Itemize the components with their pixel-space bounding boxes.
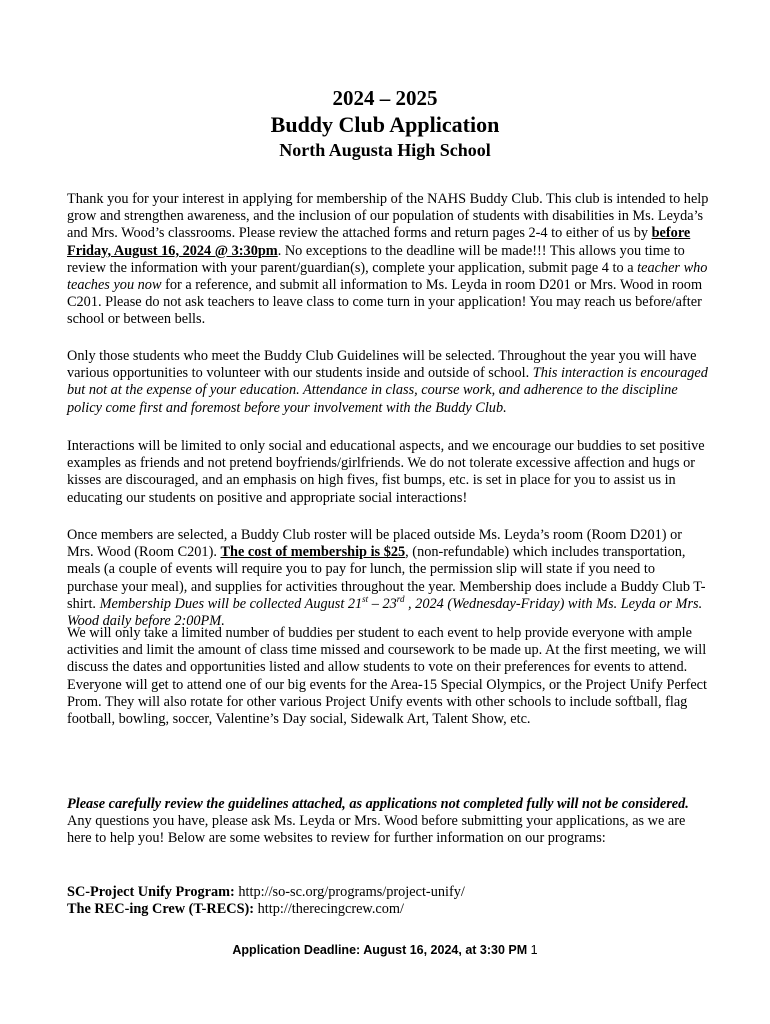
interactions-paragraph: Interactions will be limited to only social and educational aspects, and we encourage our buddies to set positive examples as friends and not pretend boyfriends/girlfriends. We do not tolerate excessive affection and hugs or kisses are discouraged, and an emphasis on high fives, fist bumps, etc. is set in place for you to assist us in educating our students on positive and appropriate social interactions! <box>67 438 705 506</box>
school-year-heading: 2024 – 2025 <box>332 86 438 110</box>
dues-text-3: , 2024 (Wednesday-Friday) with Ms. Leyda or Mrs. Wood daily before 2:00PM. <box>67 595 703 630</box>
guidelines-paragraph <box>67 348 709 417</box>
events-paragraph: We will only take a limited number of buddies per student to each event to help provide everyone with ample activities and limit the amount of class time missed and coursework to be made up. At the first meeting, we will discuss the dates and opportunities listed and allow students to vote on their preferences for events to attend. Everyone will get to attend one of our big events for the Area-15 Special Olympics, or the Project Unify Perfect Prom. They will also rotate for other various Project Unify events with other schools to include softball, flag football, bowling, soccer, Valentine’s Day social, Sidewalk Art, Talent Show, etc. <box>67 625 707 728</box>
guidelines-italic-text: This interaction is encouraged but not at the expense of your education. Attendance in class, course work, and adherence to the discipline policy come first and foremost before your involvement with the Buddy Club. <box>67 365 708 416</box>
review-paragraph <box>67 796 709 848</box>
page-number: 1 <box>527 943 538 957</box>
rec-ing-crew-label: The REC-ing Crew (T-RECS): <box>67 901 255 918</box>
links-section <box>67 884 709 918</box>
intro-text-b: . No exceptions to the deadline will be made!!! This allows you time to review the information with your parent/guardian(s), complete your application, submit page 4 to a <box>67 242 685 276</box>
rec-ing-crew-link[interactable]: http://therecingcrew.com/ <box>254 901 404 918</box>
membership-text-b: , (non-refundable) which includes transportation, meals (a couple of events will require you to pay for lunch, the permission slip will state if you need to purchase your meal), and supplies for activities throughout the year. Membership does include a Buddy Club T-shirt. <box>67 544 706 612</box>
sc-project-unify-label: SC-Project Unify Program: <box>67 884 235 900</box>
membership-cost-text: The cost of membership is $25 <box>220 544 406 561</box>
intro-text-c: for a reference, and submit all information to Ms. Leyda in room D201 or Mrs. Wood in room C201. Please do not ask teachers to leave class to come turn in your application! You may reach us before/after school or between bells. <box>67 277 703 328</box>
page-footer <box>0 943 770 957</box>
dues-sup-2: rd <box>396 594 405 605</box>
dues-text-1: Membership Dues will be collected August 21 <box>99 595 363 612</box>
review-text: Any questions you have, please ask Ms. Leyda or Mrs. Wood before submitting your applications, as we are here to help you! Below are some websites to review for further information on our programs: <box>67 813 686 847</box>
sc-project-unify-link[interactable]: http://so-sc.org/programs/project-unify/ <box>234 884 465 900</box>
footer-deadline: Application Deadline: August 16, 2024, at 3:30 PM <box>232 943 528 957</box>
guidelines-text: Only those students who meet the Buddy Club Guidelines will be selected. Throughout the year you will have various opportunities to volunteer with our students inside and outside of school. <box>67 348 697 382</box>
deadline-text: before Friday, August 16, 2024 @ 3:30pm <box>67 225 691 259</box>
intro-text-a: Thank you for your interest in applying for membership of the NAHS Buddy Club. This club is intended to help grow and strengthen awareness, and the inclusion of our population of students with disabilities in Ms. Leyda’s and Mrs. Wood’s classrooms. Please review the attached forms and return pages 2-4 to either of us by <box>67 191 709 242</box>
dues-sup-1: st <box>362 594 369 605</box>
teacher-reference-text: teacher who teaches you now <box>67 259 708 294</box>
page-title: Buddy Club Application <box>270 112 500 137</box>
review-warning-text: Please carefully review the guidelines attached, as applications not completed fully will not be considered. <box>67 796 689 812</box>
dues-text-2: – 23 <box>368 595 397 612</box>
membership-paragraph <box>67 527 709 630</box>
membership-text-a: Once members are selected, a Buddy Club roster will be placed outside Ms. Leyda’s room (Room D201) or Mrs. Wood (Room C201). <box>67 527 683 561</box>
intro-paragraph <box>67 191 709 329</box>
school-name-heading: North Augusta High School <box>279 140 491 160</box>
